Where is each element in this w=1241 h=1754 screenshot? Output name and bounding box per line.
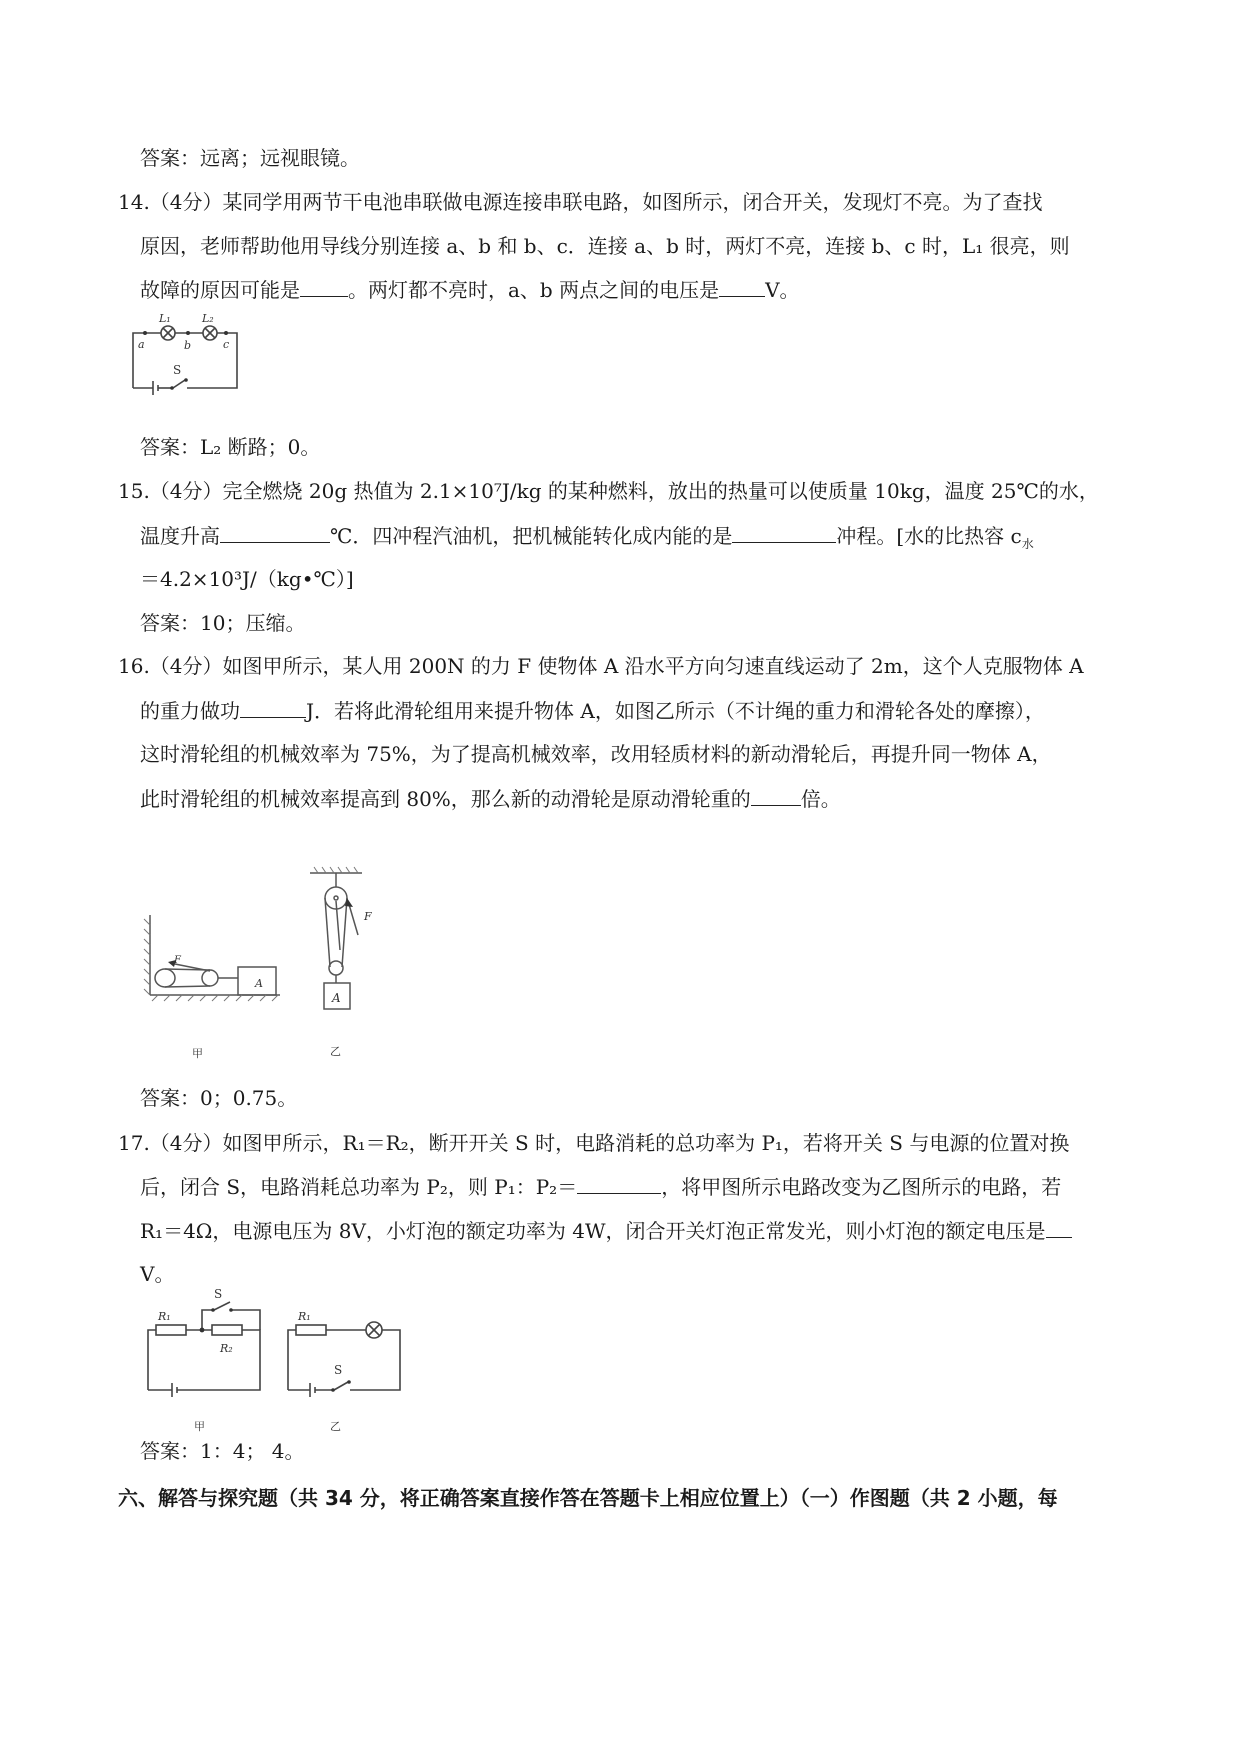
q15-blank-2[interactable]	[732, 522, 836, 543]
svg-text:S: S	[173, 363, 182, 377]
q17-text-a: 后，闭合 S，电路消耗总功率为 P₂，则 P₁：P₂＝	[140, 1175, 578, 1199]
svg-text:甲: 甲	[192, 1047, 203, 1060]
q14-text-a: 故障的原因可能是	[140, 278, 300, 302]
q16-line-3: 这时滑轮组的机械效率为 75%，为了提高机械效率，改用轻质材料的新动滑轮后，再提升同一物体 A，	[140, 742, 1052, 766]
q17-figure-jia	[140, 1287, 275, 1440]
q15-subscript-water: 水	[1021, 537, 1034, 551]
q17-blank-2[interactable]	[1046, 1217, 1072, 1238]
q16-line-4	[140, 785, 841, 812]
q16-text-b: 倍。	[800, 787, 841, 811]
svg-text:a: a	[138, 338, 145, 351]
q15-blank-1[interactable]	[220, 522, 330, 543]
q14-text-b: 。两灯都不亮时，a、b 两点之间的电压是	[348, 278, 720, 302]
q16-text-a: 此时滑轮组的机械效率提高到 80%，那么新的动滑轮是原动滑轮重的	[140, 787, 751, 811]
q15-text-a: 温度升高	[140, 524, 220, 548]
q16-figure-jia	[140, 905, 280, 1065]
q17-blank-1[interactable]	[577, 1173, 661, 1194]
q17-line-4: V。	[140, 1262, 175, 1286]
q16-blank-1[interactable]	[240, 697, 306, 718]
q16-blank-2[interactable]	[751, 785, 801, 806]
svg-text:A: A	[332, 991, 341, 1005]
svg-text:S: S	[334, 1363, 343, 1377]
q17-line-2	[140, 1173, 1061, 1200]
svg-text:R₁: R₁	[158, 1310, 171, 1323]
q14-line-1: 14.（4分）某同学用两节干电池串联做电源连接串联电路，如图所示，闭合开关，发现灯不亮。为了查找	[118, 190, 1043, 214]
q17-line-1: 17.（4分）如图甲所示，R₁＝R₂，断开开关 S 时，电路消耗的总功率为 P₁，若将开关 S 与电源的位置对换	[118, 1131, 1070, 1155]
q15-text-c: 冲程。[水的比热容 c	[836, 524, 1022, 548]
q14-line-2: 原因，老师帮助他用导线分别连接 a、b 和 b、c．连接 a、b 时，两灯不亮，连接 b、c 时，L₁ 很亮，则	[140, 234, 1070, 258]
svg-text:R₁: R₁	[298, 1310, 311, 1323]
answer-14: 答案：L₂ 断路；0。	[140, 435, 321, 459]
answer-17: 答案：1：4； 4。	[140, 1439, 305, 1463]
q15-line-2	[140, 522, 1034, 557]
svg-text:L₁: L₁	[159, 312, 171, 325]
svg-text:乙: 乙	[330, 1045, 341, 1058]
svg-text:F: F	[174, 955, 181, 966]
svg-text:L₂: L₂	[202, 312, 214, 325]
q16-line-1: 16.（4分）如图甲所示，某人用 200N 的力 F 使物体 A 沿水平方向匀速直线运动了 2m，这个人克服物体 A	[118, 654, 1084, 678]
q16-text-a: 的重力做功	[140, 699, 240, 723]
svg-text:乙: 乙	[330, 1420, 341, 1433]
svg-text:甲: 甲	[194, 1420, 205, 1433]
q14-blank-1[interactable]	[300, 276, 348, 297]
q14-circuit-diagram	[125, 308, 250, 408]
svg-text:F: F	[364, 910, 372, 923]
q17-figure-yi	[280, 1290, 410, 1440]
svg-text:S: S	[214, 1287, 223, 1301]
answer-16: 答案：0；0.75。	[140, 1086, 298, 1110]
q15-line-3: ＝4.2×10³J/（kg•℃）]	[140, 567, 354, 591]
q14-blank-2[interactable]	[719, 276, 765, 297]
svg-text:b: b	[184, 339, 192, 352]
q16-text-b: J．若将此滑轮组用来提升物体 A，如图乙所示（不计绳的重力和滑轮各处的摩擦），	[306, 699, 1045, 723]
q17-text-a: R₁＝4Ω，电源电压为 8V，小灯泡的额定功率为 4W，闭合开关灯泡正常发光，则小灯泡的额定电压是	[140, 1219, 1046, 1243]
q17-text-b: ，将甲图所示电路改变为乙图所示的电路，若	[661, 1175, 1062, 1199]
q14-text-c: V。	[765, 278, 800, 302]
q16-line-2	[140, 697, 1045, 724]
answer-15: 答案：10；压缩。	[140, 611, 306, 635]
svg-text:c: c	[223, 338, 230, 351]
q15-text-b: ℃．四冲程汽油机，把机械能转化成内能的是	[330, 524, 733, 548]
q16-figure-yi	[300, 865, 390, 1065]
q15-line-1: 15.（4分）完全燃烧 20g 热值为 2.1×10⁷J/kg 的某种燃料，放出的热量可以使质量 10kg，温度 25℃的水，	[118, 479, 1099, 503]
q17-line-3	[140, 1217, 1072, 1244]
answer-13: 答案：远离；远视眼镜。	[140, 146, 360, 170]
svg-text:R₂: R₂	[220, 1342, 233, 1355]
q14-line-3	[140, 276, 800, 303]
section-6-heading: 六、解答与探究题（共 34 分，将正确答案直接作答在答题卡上相应位置上）（一）作图题（共 2 小题，每	[118, 1486, 1058, 1510]
svg-text:A: A	[255, 977, 263, 990]
